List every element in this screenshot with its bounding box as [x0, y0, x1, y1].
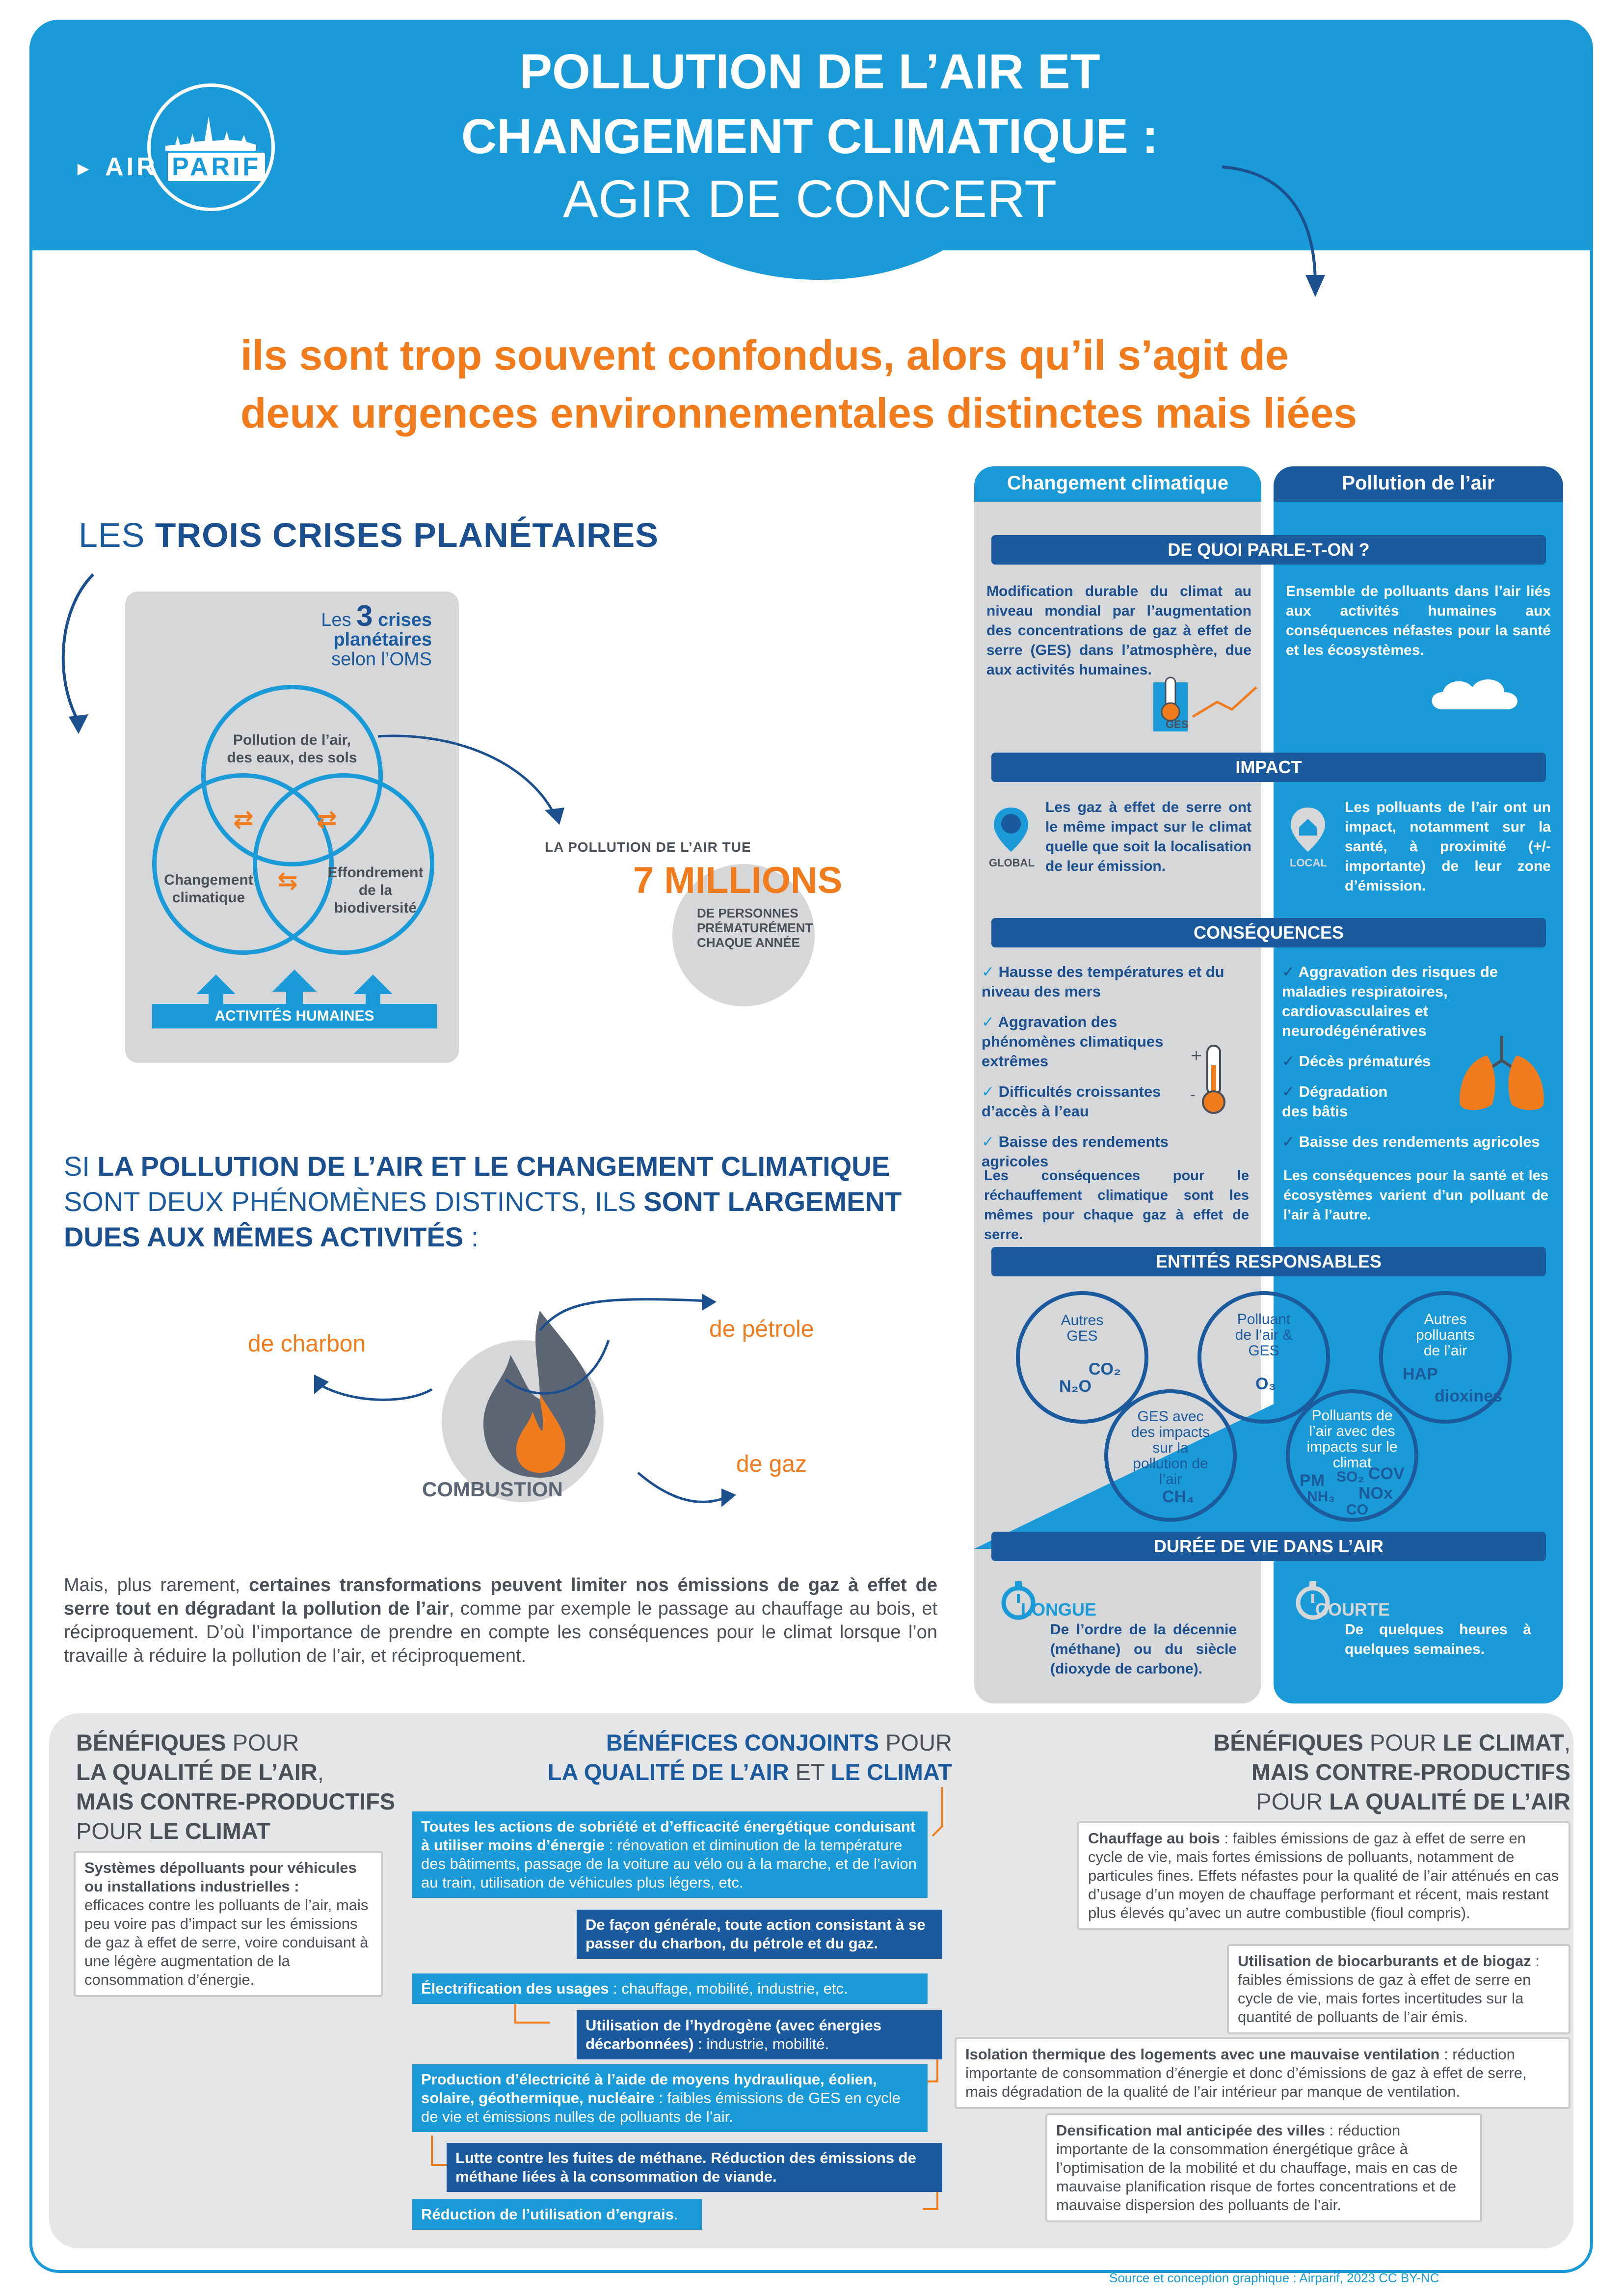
center-card-3: Électrification des usages : chauffage, mobilité, industrie, etc. [412, 1973, 928, 2004]
longue-text: De l’ordre de la décennie (méthane) ou du siècle (dioxyde de carbone). [1050, 1621, 1237, 1677]
cons-right-item: ✓ Baisse des rendements agricoles [1282, 1133, 1540, 1150]
footer-credit: Source et conception graphique : Airparif, 2023 CC BY-NC [1109, 2270, 1439, 2285]
longue-label: LONGUE [1021, 1599, 1097, 1620]
svg-text:-: - [1190, 1086, 1196, 1104]
entity-autres-ges: Autres GES CO₂ N₂O [1016, 1291, 1148, 1424]
center-card-2: De façon générale, toute action consistant à se passer du charbon, du pétrole et du gaz. [577, 1910, 942, 1959]
sec-consequences: CONSÉQUENCES [991, 918, 1546, 947]
left-card: Systèmes dépolluants pour véhicules ou installations industrielles : efficaces contre les polluants de l’air, mais peu voire pas d’impact sur les émissions de gaz à effet de serre, voire conduisant à une légère augmentation de la consommation d’énergie. [74, 1851, 383, 1997]
entity-polluants-impacts: Polluants de l’air avec des impacts sur le climat PM SO₂ COV NH₃ NOx CO [1286, 1389, 1418, 1522]
title-line-2: CHANGEMENT CLIMATIQUE : [461, 109, 1159, 164]
crises-heading-bold: TROIS CRISES PLANÉTAIRES [155, 516, 659, 554]
logo-right: PARIF [168, 153, 265, 181]
si-b1: LA POLLUTION DE L’AIR ET LE CHANGEMENT CLIMATIQUE [97, 1151, 890, 1182]
right-card-4: Densification mal anticipée des villes : réduction importante de la consommation énergétique grâce à l’optimisation de la mobilité et du chauffage, mais en cas de mauvaise planification risque de fortes concentrations et de mauvaise dispersion des polluants de l’air. [1045, 2113, 1482, 2222]
si-p3: : [463, 1221, 479, 1252]
sec-duree: DURÉE DE VIE DANS L’AIR [991, 1532, 1546, 1561]
title-arrow-icon [1217, 157, 1340, 304]
combustion-label: COMBUSTION [422, 1478, 563, 1501]
crises-planetaires: planétaires [333, 629, 432, 650]
cons-right-item: ✓ Décès prématurés [1282, 1053, 1431, 1070]
impact-right: Les polluants de l’air ont un impact, notamment sur la santé, à proximité (+/- importante) de leur zone d’émission. [1345, 799, 1551, 894]
de-quoi-left: Modification durable du climat au niveau mondial par l’augmentation des concentrations de gaz à effet de serre (GES) dans l’atmosphère, due aux activités humaines. [986, 583, 1251, 678]
center-card-6: Lutte contre les fuites de méthane. Réduction des émissions de méthane liées à la consommation de viande. [447, 2143, 942, 2192]
thermometer-icon [1188, 1041, 1237, 1119]
activites-humaines-bar: ACTIVITÉS HUMAINES [152, 1004, 437, 1028]
page-title [294, 39, 1325, 169]
logo-left: AIR [105, 153, 158, 181]
climate-column-title: Changement climatique [1007, 472, 1229, 494]
stat-post: DE PERSONNES PRÉMATURÉMENT CHAQUE ANNÉE [697, 906, 813, 950]
combustion-arrows-icon [294, 1276, 736, 1522]
mais-b1: certaines transformations peuvent limiter nos émissions de gaz à effet de serre tout en dégradant la pollution de l’air [64, 1575, 937, 1619]
crises-arrow-icon [49, 569, 108, 736]
charbon-label: de charbon [248, 1331, 366, 1357]
center-card-5: Production d’électricité à l’aide de moyens hydraulique, éolien, solaire, géothermique, nucléaire : faibles émissions de GES en cycle de vie et émissions nulles de polluants de l’air. [412, 2064, 928, 2132]
courte-text: De quelques heures à quelques semaines. [1345, 1621, 1531, 1657]
mais-t1: Mais, plus rarement, [64, 1575, 249, 1595]
entity-polluant-ges: Polluant de l’air & GES O₃ [1197, 1291, 1330, 1424]
si-heading [64, 1149, 957, 1255]
subtitle-line-2: deux urgences environnementales distinctes mais liées [240, 390, 1357, 437]
circle-biodiversite-label: Effondrement de la biodiversité [327, 864, 424, 916]
air-column-title: Pollution de l’air [1342, 472, 1495, 494]
right-card-2: Utilisation de biocarburants et de biogaz : faibles émissions de gaz à effet de serre en cycle de vie, mais fortes incertitudes sur la quantité de polluants de l’air émis. [1227, 1944, 1570, 2034]
left-heading: BÉNÉFIQUES POUR LA QUALITÉ DE L’AIR, MAIS CONTRE-PRODUCTIFS POUR LE CLIMAT [76, 1729, 396, 1844]
cons-left-item: ✓ Difficultés croissantes d’accès à l’eau [982, 1083, 1161, 1120]
cons-left-item: ✓ Aggravation des phénomènes climatiques extrêmes [982, 1013, 1164, 1070]
subtitle [240, 326, 1566, 442]
svg-text:+: + [1190, 1047, 1203, 1064]
crises-selon: selon l’OMS [331, 649, 432, 670]
cons-left-note: Les conséquences pour le réchauffement climatique sont les mêmes pour chaque gaz à effet de serre. [984, 1168, 1249, 1243]
cloud-icon [1423, 670, 1531, 714]
cons-right-item: ✓ Dégradation des bâtis [1282, 1083, 1388, 1120]
title-line-1: POLLUTION DE L’AIR ET [519, 44, 1100, 99]
ges-label: GES [1166, 718, 1189, 730]
ges-thermometer-icon [1144, 673, 1266, 736]
crises-to-stat-arrow-icon [373, 727, 569, 825]
airparif-logo-circle [147, 83, 275, 211]
si-p2: SONT DEUX PHÉNOMÈNES DISTINCTS, ILS [64, 1186, 644, 1217]
house-pin-icon [1288, 805, 1328, 854]
si-p1: SI [64, 1151, 98, 1182]
crises-word: crises [378, 610, 432, 630]
subtitle-line-1: ils sont trop souvent confondus, alors qu’il s’agit de [240, 332, 1289, 379]
global-label: GLOBAL [989, 857, 1035, 869]
courte-label: COURTE [1315, 1599, 1390, 1620]
impact-left: Les gaz à effet de serre ont le même impact sur le climat quelle que soit la localisation de leur émission. [1045, 799, 1251, 874]
local-label: LOCAL [1290, 857, 1327, 869]
crises-num: 3 [356, 599, 373, 632]
cons-right-item: ✓ Aggravation des risques de maladies respiratoires, cardiovasculaires et neurodégénératives [1282, 963, 1498, 1039]
crises-heading-pre: LES [79, 516, 145, 554]
page-title-sub: AGIR DE CONCERT [562, 169, 1057, 228]
right-card-3: Isolation thermique des logements avec une mauvaise ventilation : réduction importante de consommation d’énergie et donc d’émissions de gaz à effet de serre, mais dégradation de la qualité de l’air intérieur par manque de ventilation. [955, 2037, 1570, 2109]
center-card-7: Réduction de l’utilisation d’engrais. [412, 2199, 702, 2230]
globe-pin-icon [991, 805, 1031, 854]
cons-left-item: ✓ Hausse des températures et du niveau des mers [982, 963, 1224, 1000]
sec-impact: IMPACT [991, 753, 1546, 782]
lungs-icon [1453, 1031, 1551, 1114]
exchange-icon: ⇄ [233, 806, 254, 833]
stat-number: 7 MILLIONS [633, 860, 843, 901]
crises-heading [79, 515, 659, 555]
cons-right-note: Les conséquences pour la santé et les écosystèmes varient d’un polluant de l’air à l’autre. [1283, 1168, 1548, 1223]
center-card-4: Utilisation de l’hydrogène (avec énergies décarbonnées) : industrie, mobilité. [577, 2010, 942, 2059]
si-b2: SONT LARGEMENT DUES AUX MÊMES ACTIVITÉS [64, 1186, 902, 1252]
crises-box-label [275, 599, 432, 670]
circle-pollution-label: Pollution de l’air, des eaux, des sols [227, 732, 357, 766]
sec-entites: ENTITÉS RESPONSABLES [991, 1247, 1546, 1276]
stat-pre: LA POLLUTION DE L’AIR TUE [545, 839, 751, 855]
exchange-icon: ⇆ [277, 867, 298, 894]
right-heading: BÉNÉFIQUES POUR LE CLIMAT, MAIS CONTRE-PRODUCTIFS POUR LA QUALITÉ DE L’AIR [1213, 1729, 1570, 1814]
entity-ges-impacts: GES avec des impacts sur la pollution de l’air CH₄ [1104, 1389, 1237, 1522]
center-heading: BÉNÉFICES CONJOINTS POUR LA QUALITÉ DE L’AIR ET LE CLIMAT [547, 1729, 952, 1785]
circle-climat-label: Changement climatique [164, 872, 253, 906]
petrole-label: de pétrole [709, 1316, 814, 1342]
de-quoi-right: Ensemble de polluants dans l’air liés aux activités humaines aux conséquences néfastes pour la santé et les écosystèmes. [1286, 583, 1551, 658]
cons-left-item: ✓ Baisse des rendements agricoles [982, 1133, 1169, 1170]
entity-autres-polluants: Autres polluants de l’air HAP dioxines [1379, 1291, 1512, 1424]
sec-de-quoi: DE QUOI PARLE-T-ON ? [991, 535, 1546, 565]
center-card-1: Toutes les actions de sobriété et d’efficacité énergétique conduisant à utiliser moins d’énergie : rénovation et diminution de la température des bâtiments, passage de la voiture au vélo ou à la marche, et de l’avion au train, utilisation de véhicules plus légers, etc. [412, 1811, 928, 1898]
crises-les: Les [321, 610, 351, 630]
gaz-label: de gaz [736, 1451, 807, 1477]
airparif-logo-text: ► AIR PARIF [74, 152, 265, 182]
mais-paragraph [64, 1573, 937, 1668]
right-card-1: Chauffage au bois : faibles émissions de gaz à effet de serre en cycle de vie, mais fortes émissions de polluants, notamment de particules fines. Effets néfastes pour la qualité de l’air atténués en cas d’usage d’un moyen de chauffage performant et récent, mais restant plus élevés qu’avec un autre combustible (fioul compris). [1077, 1821, 1570, 1930]
exchange-icon: ⇄ [317, 806, 337, 833]
mais-t2: , comme par exemple le passage au chauffage au bois, et réciproquement. D’où l’importance de prendre en compte les conséquences pour le climat lorsque l’on travaille à réduire la pollution de l’air, et réciproquement. [64, 1598, 938, 1666]
